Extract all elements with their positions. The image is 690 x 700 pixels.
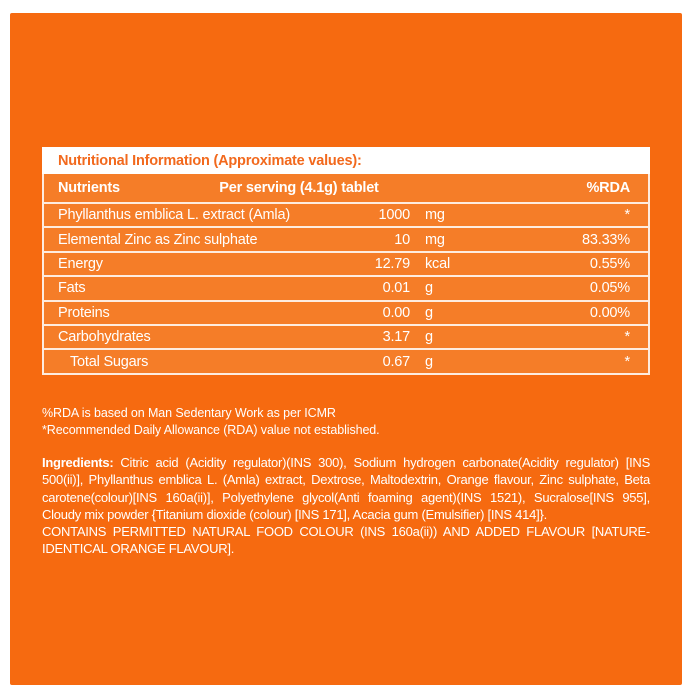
table-row bbox=[44, 251, 648, 275]
header-nutrients: Nutrients bbox=[58, 180, 120, 196]
nutrient-rda: * bbox=[624, 329, 630, 346]
rda-asterisk-note: *Recommended Daily Allowance (RDA) value not established. bbox=[42, 423, 380, 437]
nutrient-rda: * bbox=[624, 207, 630, 224]
nutrient-unit: g bbox=[425, 304, 433, 321]
nutrient-unit: g bbox=[425, 353, 433, 370]
header-per-serving: Per serving (4.1g) tablet bbox=[219, 180, 379, 196]
ingredients-paragraph bbox=[42, 454, 650, 523]
nutrient-unit: g bbox=[425, 329, 433, 346]
table-row bbox=[44, 300, 648, 324]
header-rda: %RDA bbox=[586, 180, 630, 196]
nutrition-table bbox=[42, 174, 650, 375]
nutrient-unit: g bbox=[425, 280, 433, 297]
ingredients-label: Ingredients: bbox=[42, 455, 114, 470]
nutrient-value: 3.17 bbox=[382, 329, 410, 346]
table-row bbox=[44, 324, 648, 348]
nutrient-name: Energy bbox=[58, 255, 103, 272]
nutrient-rda: * bbox=[624, 353, 630, 370]
nutrient-value: 0.00 bbox=[382, 304, 410, 321]
nutrient-name: Total Sugars bbox=[70, 353, 149, 370]
rda-basis-note: %RDA is based on Man Sedentary Work as per ICMR bbox=[42, 406, 336, 420]
nutrient-rda: 0.00% bbox=[589, 304, 630, 321]
nutrient-value: 0.01 bbox=[382, 280, 410, 297]
title-band bbox=[42, 147, 650, 174]
nutrient-unit: kcal bbox=[425, 255, 450, 272]
table-row bbox=[44, 348, 648, 372]
nutrient-value: 0.67 bbox=[382, 353, 410, 370]
ingredients-text: Citric acid (Acidity regulator)(INS 300), Sodium hydrogen carbonate(Acidity regulator) [INS 500(ii)], Phyllanthus emblica L. (Amla) extract, Dextrose, Maltodextrin, Orange flavour, Zinc sulphate, Beta carotene(colour)[INS 160a(ii)], Polyethylene glycol(Anti foaming agent)(INS 1521), Sucralose[INS 955], Cloudy mix powder {Titanium dioxide (colour) [INS 171], Acacia gum (Emulsifier) [INS 414]}. bbox=[42, 455, 650, 522]
nutrient-value: 1000 bbox=[378, 207, 410, 224]
table-header-row bbox=[44, 174, 648, 202]
nutrition-title: Nutritional Information (Approximate values): bbox=[58, 152, 362, 169]
rda-notes bbox=[42, 405, 650, 439]
nutrient-unit: mg bbox=[425, 207, 445, 224]
nutrient-name: Phyllanthus emblica L. extract (Amla) bbox=[58, 207, 290, 224]
table-row bbox=[44, 202, 648, 226]
nutrient-name: Elemental Zinc as Zinc sulphate bbox=[58, 231, 258, 248]
nutrient-unit: mg bbox=[425, 231, 445, 248]
nutrient-value: 10 bbox=[394, 231, 410, 248]
nutrient-rda: 83.33% bbox=[582, 231, 630, 248]
nutrient-name: Carbohydrates bbox=[58, 329, 151, 346]
nutrition-label-card bbox=[10, 13, 682, 685]
table-row bbox=[44, 226, 648, 250]
ingredients-section bbox=[42, 454, 650, 558]
nutrient-name: Fats bbox=[58, 280, 86, 297]
nutrient-rda: 0.55% bbox=[589, 255, 630, 272]
nutrient-rda: 0.05% bbox=[589, 280, 630, 297]
contains-statement: CONTAINS PERMITTED NATURAL FOOD COLOUR (INS 160a(ii)) AND ADDED FLAVOUR [NATURE-IDENTICAL ORANGE FLAVOUR]. bbox=[42, 524, 650, 557]
nutrient-name: Proteins bbox=[58, 304, 110, 321]
nutrient-value: 12.79 bbox=[374, 255, 410, 272]
table-row bbox=[44, 275, 648, 299]
